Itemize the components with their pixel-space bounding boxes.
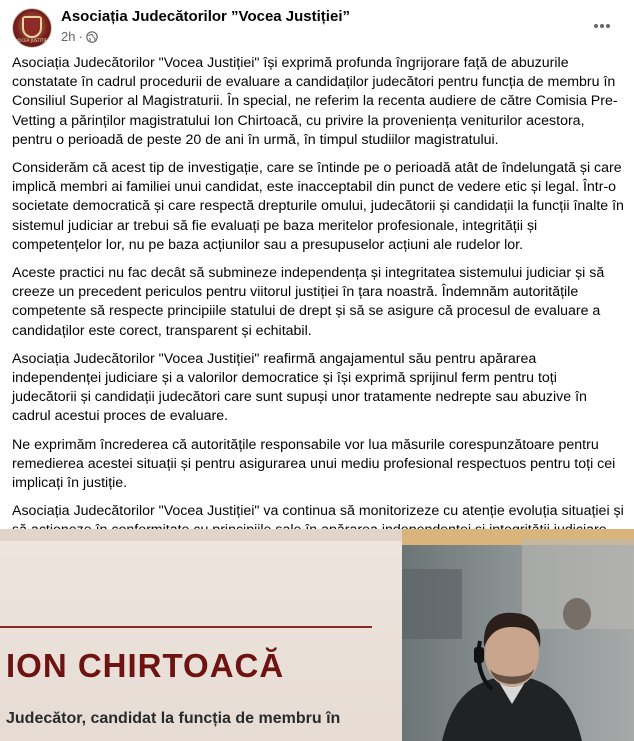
post-paragraph: Considerăm că acest tip de investigație, care se întinde pe o perioadă atât de îndelungată și care implică membri ai familiei unui candidat, este inacceptabil din punct de vedere etic și legal. Într-o societate democratică și care respectă drepturile omului, judecătorii și candidații la funcții înalte în sistemul judiciar ar trebui să fie evaluați pe baza meritelor profesionale, integrității și competențelor lor, nu pe baza acțiunilor sau a presupuselor acțiuni ale rudelor lor. xyxy=(12,160,624,253)
post-paragraph: Ne exprimăm încrederea că autoritățile responsabile vor lua măsurile corespunzătoare pentru remedierea acestei situații și pentru asigurarea unui mediu profesional respectuos pentru toți cei implicați în justiție. xyxy=(12,436,616,492)
emblem-icon xyxy=(22,16,42,38)
photo-graphic-panel xyxy=(0,529,402,741)
post-time[interactable]: 2h xyxy=(61,29,76,44)
photo-top-band xyxy=(0,529,402,541)
portrait-illustration xyxy=(402,529,634,741)
page-avatar[interactable] xyxy=(12,8,52,48)
post-paragraph: Aceste practici nu fac decât să submineze independența și integritatea sistemului judiciar și să creeze un precedent periculos pentru viitorul justiției în țara noastră. Îndemnăm autoritățile competente să respecte principiile statului de drept și să se asigure că procesul de evaluare a candidaților este corect, transparent și echitabil. xyxy=(12,265,605,339)
post-header xyxy=(0,0,634,52)
post-meta xyxy=(61,29,98,44)
avatar-text: VOCEA JUSTIȚIEI xyxy=(15,38,49,43)
photo-caption: Judecător, candidat la funcția de membru în xyxy=(6,710,341,727)
post-photo[interactable] xyxy=(0,529,634,741)
photo-divider xyxy=(0,626,372,628)
post-paragraph: Asociația Judecătorilor "Vocea Justiției" va continua să monitorizeze cu atenție evoluția situației și xyxy=(12,503,624,520)
more-options-icon[interactable] xyxy=(586,12,618,40)
globe-icon[interactable] xyxy=(86,31,98,43)
page-name-link[interactable]: Asociația Judecătorilor ”Vocea Justiției” xyxy=(61,8,350,25)
portrait-image xyxy=(402,529,634,741)
post-paragraph: Asociația Judecătorilor "Vocea Justiției" își exprimă profunda îngrijorare față de abuzurile constatate în cadrul procedurii de evaluare a candidaților judecători pentru funcția de membru în Consiliul Superior al Magistraturii. În special, ne referim la recenta audiere de către Comisia Pre-Vetting a părinților magistratului Ion Chirtoacă, cu privire la proveniența veniturilor acestora, pentru o perioadă de peste 20 de ani în urmă, în timpul studiilor magistratului. xyxy=(12,55,618,148)
meta-separator: · xyxy=(78,29,83,44)
post-text xyxy=(12,54,624,550)
photo-person-name: ION CHIRTOACĂ xyxy=(6,647,285,684)
post-paragraph: Asociația Judecătorilor "Vocea Justiției" reafirmă angajamentul său pentru apărarea independenței judiciare și a valorilor democratice și își exprimă sprijinul ferm pentru toți judecătorii și candidații judecători care sunt supuși unor tratamente nedrepte sau abuzive în cadrul acestui proces de evaluare. xyxy=(12,350,587,425)
